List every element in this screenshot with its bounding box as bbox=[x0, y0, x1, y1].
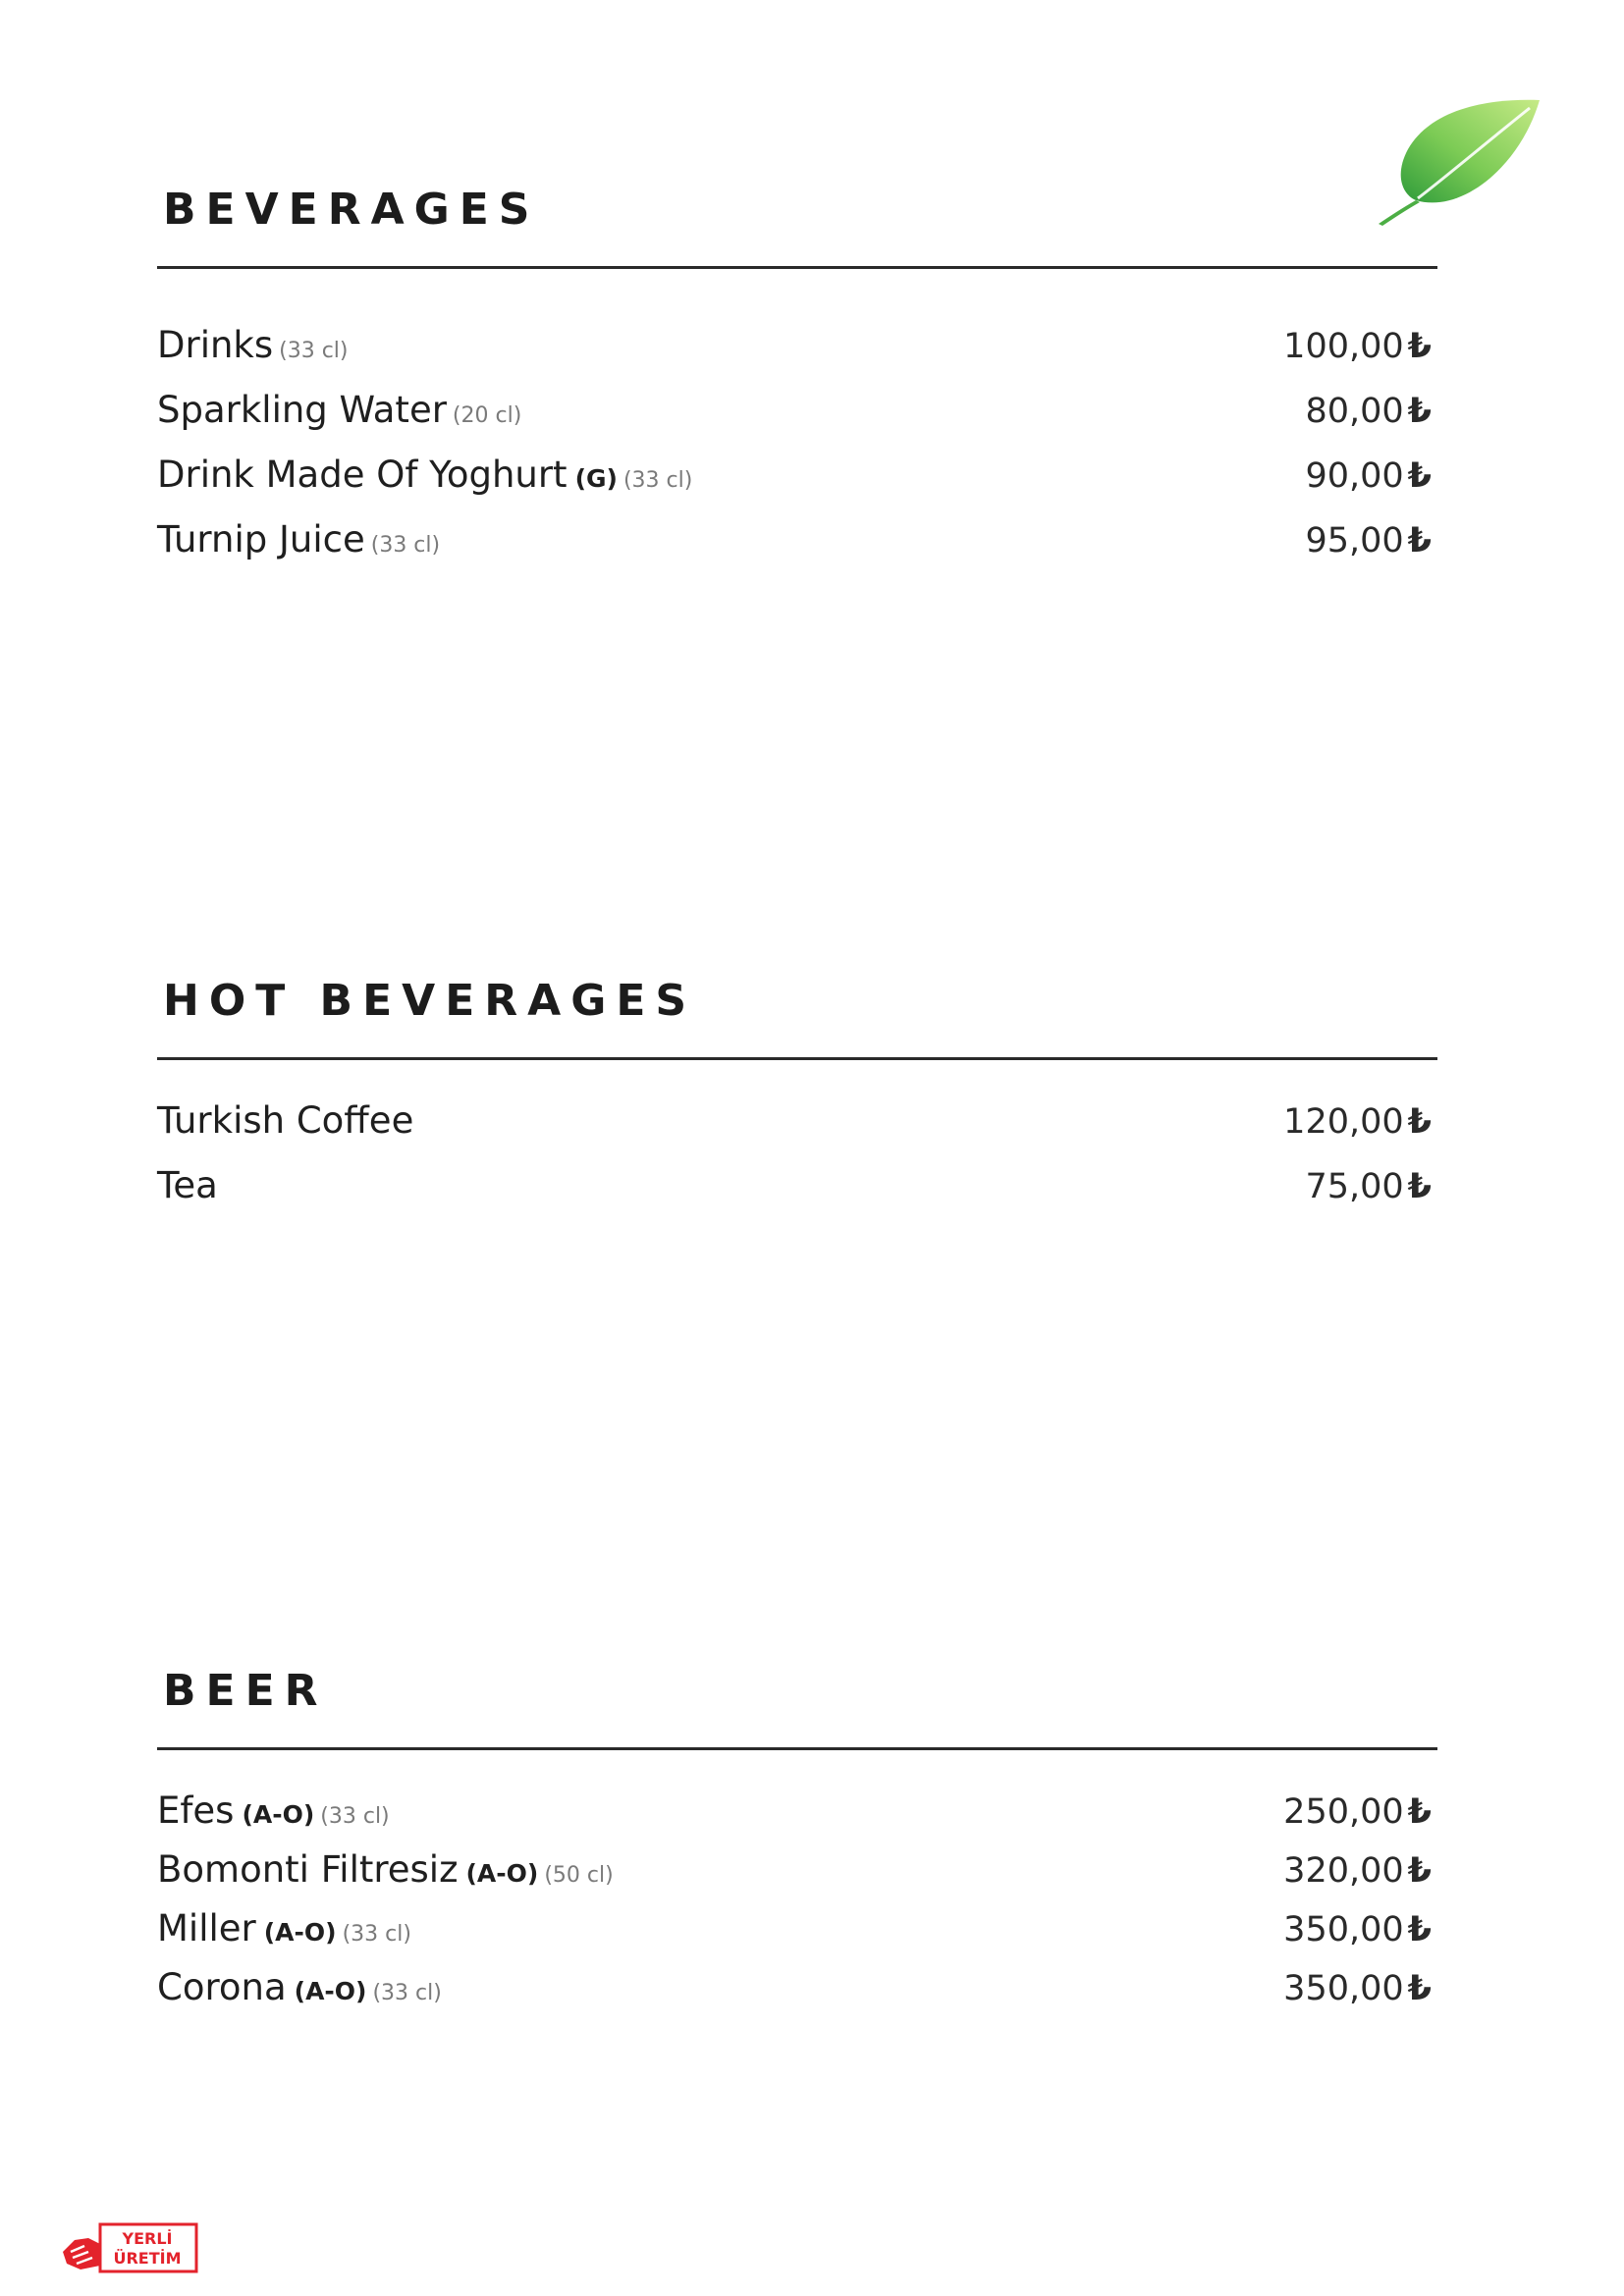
item-price: 350,00 bbox=[1283, 1969, 1404, 2008]
menu-list bbox=[157, 1099, 1437, 1229]
item-volume: (20 cl) bbox=[452, 403, 522, 428]
menu-list bbox=[157, 324, 1437, 583]
lira-icon: ₺ bbox=[1407, 1969, 1432, 2008]
item-price: 250,00 bbox=[1283, 1792, 1404, 1832]
menu-item bbox=[157, 1848, 1437, 1907]
lira-icon: ₺ bbox=[1407, 392, 1432, 431]
item-price: 320,00 bbox=[1283, 1851, 1404, 1891]
item-name: Corona bbox=[157, 1966, 287, 2008]
section-hot-beverages bbox=[157, 976, 1437, 1229]
item-volume: (33 cl) bbox=[342, 1922, 411, 1947]
item-name: Turkish Coffee bbox=[157, 1099, 414, 1142]
item-tag: (G) bbox=[574, 464, 618, 493]
menu-list bbox=[157, 1789, 1437, 2025]
item-name: Miller bbox=[157, 1907, 256, 1949]
menu-item bbox=[157, 1099, 1437, 1164]
menu-item bbox=[157, 1966, 1437, 2025]
section-divider bbox=[157, 1747, 1437, 1750]
menu-item bbox=[157, 454, 1437, 518]
item-volume: (50 cl) bbox=[544, 1863, 614, 1888]
menu-item bbox=[157, 324, 1437, 389]
lira-icon: ₺ bbox=[1407, 456, 1432, 496]
item-volume: (33 cl) bbox=[372, 1981, 442, 2005]
section-divider bbox=[157, 266, 1437, 269]
menu-item bbox=[157, 1164, 1437, 1229]
lira-icon: ₺ bbox=[1407, 1910, 1432, 1949]
lira-icon: ₺ bbox=[1407, 1792, 1432, 1832]
item-price: 350,00 bbox=[1283, 1910, 1404, 1949]
menu-item bbox=[157, 518, 1437, 583]
item-price: 120,00 bbox=[1283, 1102, 1404, 1142]
item-tag: (A-O) bbox=[242, 1800, 315, 1829]
lira-icon: ₺ bbox=[1407, 1102, 1432, 1142]
item-volume: (33 cl) bbox=[320, 1804, 390, 1829]
item-name: Bomonti Filtresiz bbox=[157, 1848, 459, 1891]
logo-line1: YERLİ bbox=[122, 2229, 173, 2248]
menu-item bbox=[157, 389, 1437, 454]
item-name: Drink Made Of Yoghurt bbox=[157, 454, 568, 496]
item-price: 80,00 bbox=[1305, 392, 1404, 431]
lira-icon: ₺ bbox=[1407, 1851, 1432, 1891]
section-title: BEVERAGES bbox=[163, 185, 540, 235]
lira-icon: ₺ bbox=[1407, 521, 1432, 561]
lira-icon: ₺ bbox=[1407, 1167, 1432, 1206]
item-name: Efes bbox=[157, 1789, 235, 1832]
item-price: 90,00 bbox=[1305, 456, 1404, 496]
menu-item bbox=[157, 1789, 1437, 1848]
item-name: Sparkling Water bbox=[157, 389, 447, 431]
item-volume: (33 cl) bbox=[370, 533, 441, 558]
section-beverages bbox=[157, 185, 1437, 583]
item-price: 100,00 bbox=[1283, 327, 1404, 366]
item-tag: (A-O) bbox=[294, 1977, 367, 2005]
item-tag: (A-O) bbox=[263, 1918, 337, 1947]
section-beer bbox=[157, 1666, 1437, 2025]
item-name: Drinks bbox=[157, 324, 274, 366]
item-tag: (A-O) bbox=[465, 1859, 539, 1888]
item-price: 75,00 bbox=[1305, 1167, 1404, 1206]
item-volume: (33 cl) bbox=[623, 468, 693, 493]
lira-icon: ₺ bbox=[1407, 327, 1432, 366]
item-name: Turnip Juice bbox=[157, 518, 365, 561]
item-name: Tea bbox=[157, 1164, 218, 1206]
item-price: 95,00 bbox=[1305, 521, 1404, 561]
logo-line2: ÜRETİM bbox=[113, 2249, 182, 2268]
section-title: BEER bbox=[163, 1666, 328, 1716]
item-volume: (33 cl) bbox=[279, 339, 349, 363]
section-divider bbox=[157, 1057, 1437, 1060]
menu-item bbox=[157, 1907, 1437, 1966]
yerli-uretim-logo bbox=[61, 2222, 198, 2273]
section-title: HOT BEVERAGES bbox=[163, 976, 697, 1026]
